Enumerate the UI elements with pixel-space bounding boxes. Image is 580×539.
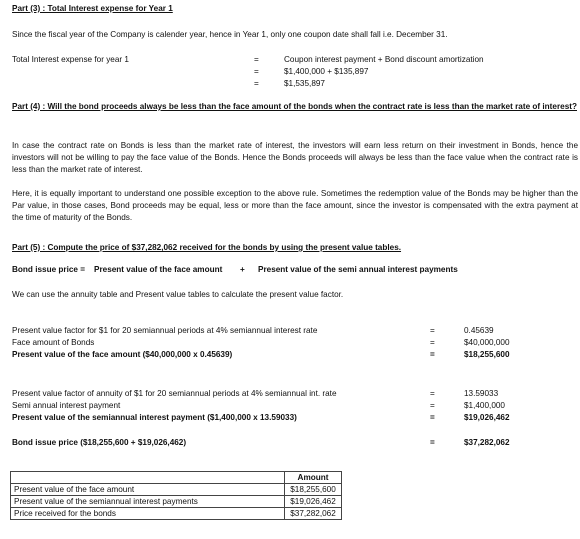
part3-line-1: Coupon interest payment + Bond discount amortization <box>284 55 484 64</box>
row-label: Present value of the face amount ($40,000,000 x 0.45639) <box>12 350 233 359</box>
part3-intro: Since the fiscal year of the Company is calender year, hence in Year 1, only one coupon date shall fall i.e. December 31. <box>12 30 448 39</box>
table-row <box>11 496 342 508</box>
face-amount-row <box>12 337 572 349</box>
table-cell-desc: Present value of the face amount <box>11 484 285 496</box>
formula-left: Bond issue price = <box>12 265 86 274</box>
row-label: Bond issue price ($18,255,600 + $19,026,462) <box>12 438 187 447</box>
pv-annuity-factor-row <box>12 388 572 400</box>
part4-heading: Part (4) : Will the bond proceeds always be less than the face amount of the bonds when the contract rate is less than the market rate of interest? <box>12 102 577 111</box>
row-value: $1,400,000 <box>464 401 505 410</box>
table-cell-amount: $19,026,462 <box>285 496 342 508</box>
formula-plus: + <box>240 265 245 274</box>
pv-interest-payment-row <box>12 412 572 424</box>
row-value: $40,000,000 <box>464 338 510 347</box>
row-value: 0.45639 <box>464 326 494 335</box>
part5-note: We can use the annuity table and Present value tables to calculate the present value factor. <box>12 290 344 299</box>
row-label: Semi annual interest payment <box>12 401 121 410</box>
table-header-row <box>11 472 342 484</box>
row-eq: = <box>430 401 435 410</box>
row-value: $18,255,600 <box>464 350 510 359</box>
table-cell-amount: $18,255,600 <box>285 484 342 496</box>
table-row <box>11 484 342 496</box>
part3-line-2: $1,400,000 + $135,897 <box>284 67 369 76</box>
part5-heading: Part (5) : Compute the price of $37,282,062 received for the bonds by using the present value tables. <box>12 243 402 252</box>
part4-paragraph-2: Here, it is equally important to understand one possible exception to the above rule. Sometimes the redemption value of the Bonds may be higher than the Par value, in those cases, Bond proceeds may be equal, less or more than the face amount, since the investor is compensated with the extra payment at the time of maturity of the Bonds. <box>12 189 578 222</box>
table-cell-desc: Price received for the bonds <box>11 508 285 520</box>
formula-term-b: Present value of the semi annual interest payments <box>258 265 458 274</box>
semiannual-payment-row <box>12 400 572 412</box>
row-label: Present value of the semiannual interest payment ($1,400,000 x 13.59033) <box>12 413 297 422</box>
part4-paragraph-1: In case the contract rate on Bonds is less than the market rate of interest, the investors will earn less return on their investment in Bonds, hence the investors will not be willing to pay the face value of the Bonds. Hence the Bonds proceeds will always be less than the face value when the contract rate is less than the market rate of interest. <box>12 141 578 174</box>
row-eq: = <box>430 413 435 422</box>
row-eq: = <box>430 338 435 347</box>
part3-heading: Part (3) : Total Interest expense for Year 1 <box>12 4 173 13</box>
row-value: $19,026,462 <box>464 413 510 422</box>
bond-issue-price-row <box>12 437 572 449</box>
part3-eq-3: = <box>254 79 259 88</box>
row-eq: = <box>430 326 435 335</box>
part3-eq-2: = <box>254 67 259 76</box>
part3-label: Total Interest expense for year 1 <box>12 55 129 64</box>
table-cell-desc: Present value of the semiannual interest payments <box>11 496 285 508</box>
table-cell-amount: $37,282,062 <box>285 508 342 520</box>
part3-eq-1: = <box>254 55 259 64</box>
pv-face-amount-row <box>12 349 572 361</box>
summary-table <box>10 471 342 520</box>
row-value: 13.59033 <box>464 389 499 398</box>
part3-line-3: $1,535,897 <box>284 79 325 88</box>
row-eq: = <box>430 438 435 447</box>
pv-face-factor-row <box>12 325 572 337</box>
row-eq: = <box>430 389 435 398</box>
table-row <box>11 508 342 520</box>
row-value: $37,282,062 <box>464 438 510 447</box>
formula-term-a: Present value of the face amount <box>94 265 223 274</box>
table-header-amount: Amount <box>285 472 342 484</box>
row-label: Face amount of Bonds <box>12 338 95 347</box>
row-label: Present value factor for $1 for 20 semiannual periods at 4% semiannual interest rate <box>12 326 318 335</box>
table-header-blank <box>11 472 285 484</box>
row-eq: = <box>430 350 435 359</box>
row-label: Present value factor of annuity of $1 for 20 semiannual periods at 4% semiannual int. rate <box>12 389 337 398</box>
